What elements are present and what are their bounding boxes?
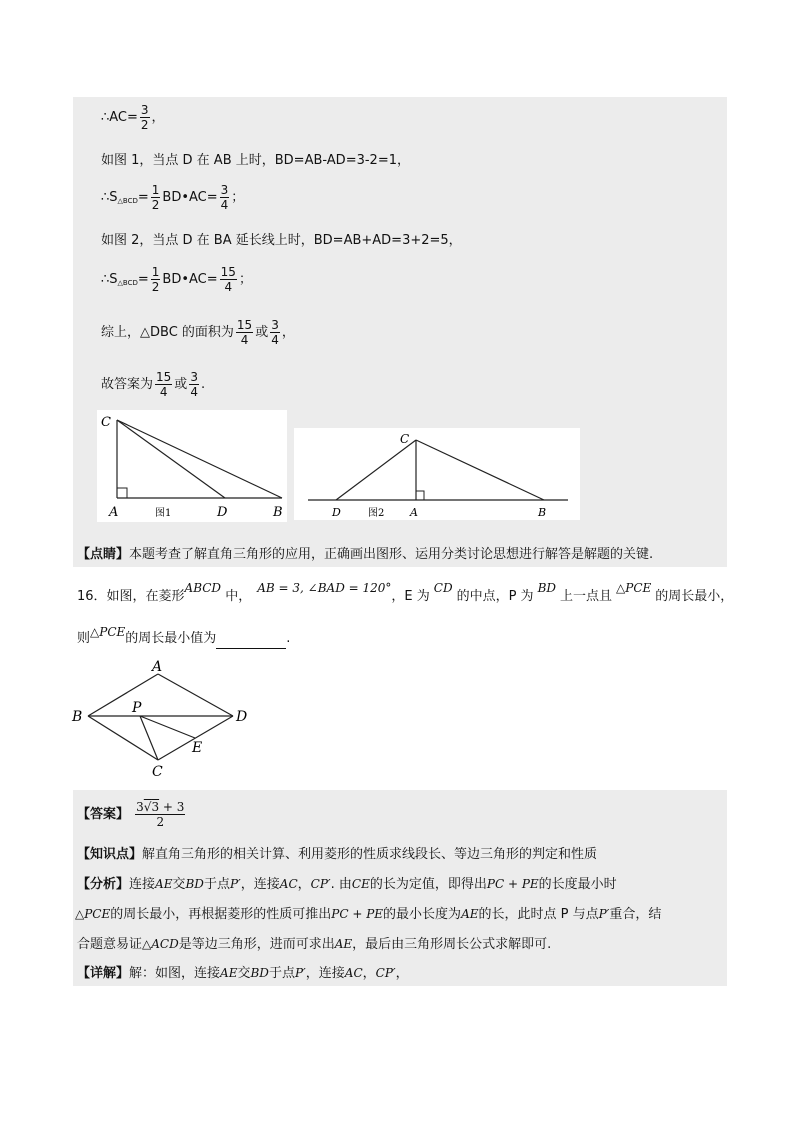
label-a: A bbox=[410, 506, 418, 519]
summary-fraction-a: $\frac{15}{4}$ bbox=[236, 318, 253, 347]
label-a: A bbox=[152, 659, 163, 675]
figure-2-caption: 图2 bbox=[368, 508, 385, 519]
rhombus-figure bbox=[68, 656, 268, 780]
summary-fraction-b: $\frac{3}{4}$ bbox=[271, 318, 279, 347]
segment-ad bbox=[158, 674, 233, 716]
answer-line: 故答案为 $\frac{15}{4}$ 或 $\frac{3}{4}$ . bbox=[101, 370, 206, 399]
analysis-line3: 合题意易证△ACD是等边三角形，进而可求出AE，最后由三角形周长公式求解即可. bbox=[77, 937, 552, 952]
label-d: D bbox=[217, 505, 228, 520]
analysis-line2: △PCE的周长最小，再根据菱形的性质可推出PC + PE的最小长度为AE的长，此时点 P 与点P′重合，结 bbox=[75, 907, 662, 922]
figure-1-caption: 图1 bbox=[155, 508, 172, 519]
answer-fraction: $\frac{3√3 + 3}{2}$ bbox=[136, 800, 185, 829]
label-e: E bbox=[192, 740, 203, 756]
knowledge-line: 【知识点】解直角三角形的相关计算、利用菱形的性质求线段长、等边三角形的判定和性质 bbox=[77, 847, 598, 862]
s2-line: $\therefore S_{\triangle BCD}=$ $\frac{1}{2}$ BD•AC= $\frac{15}{4}$ ； bbox=[101, 265, 252, 294]
detail-tag: 【详解】 bbox=[77, 966, 130, 981]
figure-1 bbox=[97, 410, 287, 522]
ac-fraction: $\frac{3}{2}$ bbox=[140, 103, 149, 132]
half-fraction: $\frac{1}{2}$ bbox=[151, 265, 160, 294]
fig2-case-line: 如图 2，当点 D 在 BA 延长线上时，BD=AB+AD=3+2=5， bbox=[101, 233, 462, 248]
problem16-line1: 16．如图，在菱形ABCD 中，AB = 3, ∠BAD = 120°，E 为CD的中点，P 为BD上一点且△PCE的周长最小， bbox=[77, 581, 734, 604]
figure-2 bbox=[294, 428, 580, 520]
comment-tag: 【点睛】 bbox=[77, 547, 130, 562]
label-c: C bbox=[152, 764, 163, 780]
fig1-case-line: 如图 1，当点 D 在 AB 上时，BD=AB-AD=3-2=1， bbox=[101, 153, 410, 168]
label-c: C bbox=[101, 415, 111, 430]
answer-fraction-b: $\frac{3}{4}$ bbox=[190, 370, 198, 399]
s2-fraction: $\frac{15}{4}$ bbox=[220, 265, 236, 294]
answer-fraction-a: $\frac{15}{4}$ bbox=[156, 370, 172, 399]
answer-row bbox=[77, 800, 187, 829]
ac-line: ∴AC= $\frac{3}{2}$ ， bbox=[101, 103, 165, 132]
analysis-tag: 【分析】 bbox=[77, 877, 130, 892]
label-a: A bbox=[109, 505, 119, 520]
ac-text: ∴AC= bbox=[101, 110, 138, 125]
segment-cb bbox=[88, 716, 158, 760]
answer-tag: 【答案】 bbox=[77, 807, 130, 822]
problem16-line2: 则△PCE的周长最小值为 . bbox=[77, 628, 290, 649]
s1-line: $\therefore S_{\triangle BCD}=$ $\frac{1}{2}$ BD•AC= $\frac{3}{4}$ ； bbox=[101, 183, 245, 212]
label-d: D bbox=[332, 506, 341, 519]
label-d: D bbox=[236, 709, 248, 725]
comment-line: 【点睛】本题考查了解直角三角形的应用，正确画出图形、运用分类讨论思想进行解答是解题的关键. bbox=[77, 547, 654, 562]
label-p: P bbox=[132, 700, 142, 716]
label-b: B bbox=[273, 505, 283, 520]
half-fraction: $\frac{1}{2}$ bbox=[151, 183, 160, 212]
label-b: B bbox=[72, 709, 83, 725]
analysis-line1: 【分析】连接AE交BD于点P′，连接AC，CP′. 由CE的长为定值，即得出PC + PE的长度最小时 bbox=[77, 877, 617, 892]
label-c: C bbox=[400, 432, 410, 446]
detail-line: 【详解】解：如图，连接AE交BD于点P′，连接AC，CP′， bbox=[77, 966, 409, 981]
summary-line: 综上，△DBC 的面积为 $\frac{15}{4}$ 或 $\frac{3}{4}$ ， bbox=[101, 318, 295, 347]
knowledge-tag: 【知识点】 bbox=[77, 847, 143, 862]
label-b: B bbox=[538, 506, 547, 519]
segment-ba bbox=[88, 674, 158, 716]
s1-fraction: $\frac{3}{4}$ bbox=[220, 183, 229, 212]
answer-blank bbox=[216, 634, 286, 649]
